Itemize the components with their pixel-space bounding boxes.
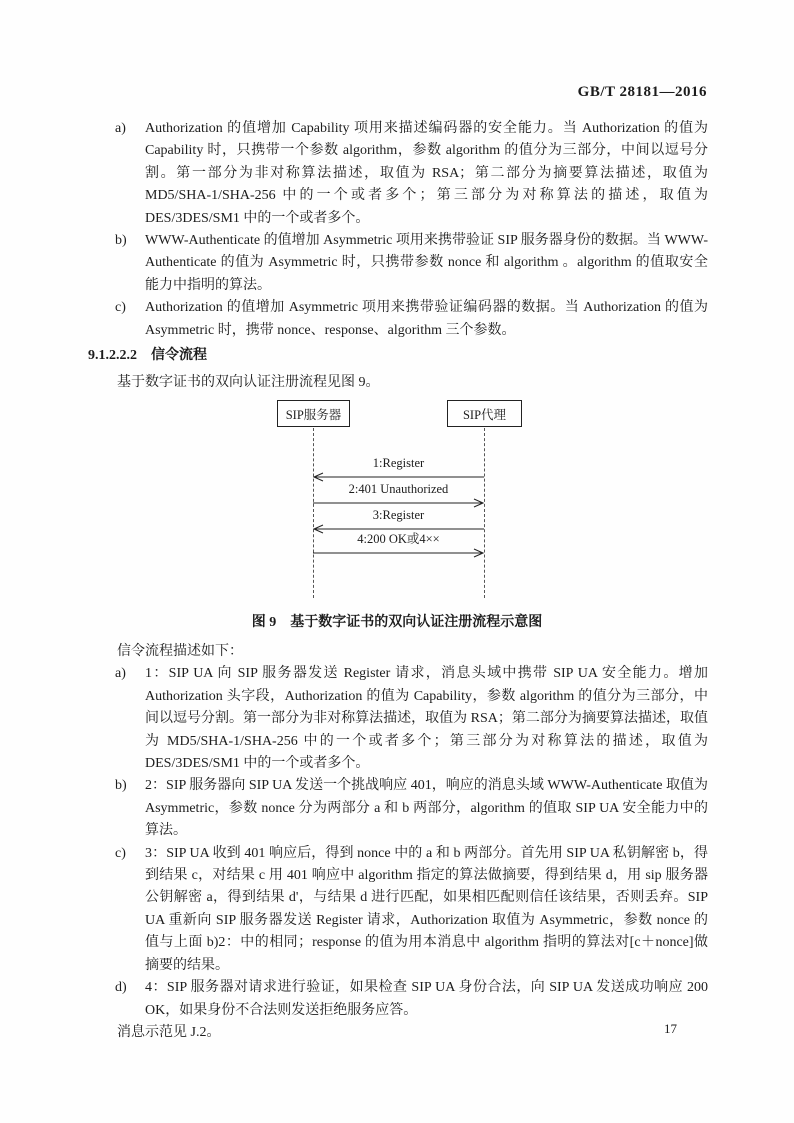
list-marker: d) — [115, 980, 127, 996]
list-item — [88, 118, 708, 230]
capability-description-list — [88, 118, 708, 342]
list-marker: b) — [115, 778, 127, 794]
list-marker: a) — [115, 666, 126, 682]
list-item — [88, 297, 708, 342]
section-title: 信令流程 — [151, 348, 207, 363]
lifeline-sip-agent — [484, 428, 485, 598]
list-text: 2：SIP 服务器向 SIP UA 发送一个挑战响应 401，响应的消息头域 WWW-Authenticate 取值为 Asymmetric，参数 nonce 分为两部分 a 和 b 两部分，algorithm 的值取 SIP UA 安全能力中的算法。 — [145, 778, 708, 839]
message-label: 3:Register — [372, 508, 425, 522]
list-marker: c) — [115, 845, 126, 861]
arrow-right-icon — [313, 548, 484, 558]
list-text: WWW-Authenticate 的值增加 Asymmetric 项用来携带验证 SIP 服务器身份的数据。当 WWW-Authenticate 的值为 Asymmetric 时，只携带参数 nonce 和 algorithm 。algorithm 的值取安全能力中指明的算法。 — [145, 233, 708, 293]
list-marker: b) — [115, 233, 127, 249]
list-text: 1：SIP UA 向 SIP 服务器发送 Register 请求，消息头域中携带 SIP UA 安全能力。增加 Authorization 头字段，Authorization 的值为 Capability，参数 algorithm 的值分为三部分，中间以逗号分割。第一部分为非对称算法描述，取值为 RSA；第二部分为摘要算法描述，取值为 MD5/SHA-1/SHA-256 中的一个或者多个；第三部分为对称算法的描述，取值为 DES/3DES/SM1 中的一个或者多个。 — [145, 666, 708, 772]
message-label: 1:Register — [372, 456, 425, 470]
figure-caption: 图 9 基于数字证书的双向认证注册流程示意图 — [251, 615, 543, 630]
list-text: Authorization 的值增加 Asymmetric 项用来携带验证编码器的数据。当 Authorization 的值为 Asymmetric 时，携带 nonce、response、algorithm 三个参数。 — [145, 300, 708, 338]
list-item — [88, 230, 708, 297]
flow-lead-paragraph: 信令流程描述如下： — [117, 644, 243, 659]
section-heading — [88, 344, 207, 364]
signaling-flow-description — [88, 641, 708, 1044]
flow-footer-paragraph: 消息示范见 J.2。 — [117, 1024, 221, 1040]
actor-box-sip-agent: SIP代理 — [447, 400, 522, 427]
sequence-message-3 — [313, 509, 484, 534]
page-number: 17 — [664, 1021, 677, 1036]
arrow-right-icon — [313, 498, 484, 508]
list-text: 3：SIP UA 收到 401 响应后，得到 nonce 中的 a 和 b 两部分。首先用 SIP UA 私钥解密 b，得到结果 c，对结果 c 用 401 响应中 algorithm 指定的算法做摘要，得到结果 d，用 sip 服务器公钥解密 a，得到结果 d'，与结果 d 进行匹配，如果相匹配则信任该结果，否则丢弃。SIP UA 重新向 SIP 服务器发送 Register 请求，Authorization 取值为 Asymmetric，参数 nonce 的值与上面 b)2：中的相同；response 的值为用本消息中 algorithm 指明的算法对[c＋nonce]做摘要的结果。 — [145, 845, 708, 973]
list-text: 4：SIP 服务器对请求进行验证，如果检查 SIP UA 身份合法，向 SIP UA 发送成功响应 200 OK，如果身份不合法则发送拒绝服务应答。 — [145, 980, 708, 1018]
list-marker: a) — [115, 121, 126, 136]
list-marker: c) — [115, 300, 126, 316]
arrow-left-icon — [313, 472, 484, 482]
section-number: 9.1.2.2.2 — [88, 348, 137, 363]
section-lead-paragraph: 基于数字证书的双向认证注册流程见图 9。 — [117, 375, 380, 390]
list-text: Authorization 的值增加 Capability 项用来描述编码器的安全能力。当 Authorization 的值为 Capability 时，只携带一个参数 algorithm，参数 algorithm 的值分为三部分，中间以逗号分割。第一部分为非对称算法描述，取值为 RSA；第二部分为摘要算法描述，取值为 MD5/SHA-1/SHA-256 中的一个或者多个；第三部分为对称算法的描述，取值为 DES/3DES/SM1 中的一个或者多个。 — [145, 121, 708, 226]
sequence-message-4 — [313, 533, 484, 558]
standard-number-header: GB/T 28181—2016 — [577, 84, 707, 100]
sequence-message-2 — [313, 483, 484, 508]
message-label: 4:200 OK或4×× — [357, 532, 440, 546]
sequence-diagram — [0, 400, 794, 605]
list-item — [88, 663, 708, 775]
list-item — [88, 977, 708, 1022]
sequence-message-1 — [313, 457, 484, 482]
actor-box-sip-server: SIP服务器 — [277, 400, 350, 427]
list-item — [88, 775, 708, 842]
list-item — [88, 843, 708, 977]
message-label: 2:401 Unauthorized — [348, 482, 449, 496]
